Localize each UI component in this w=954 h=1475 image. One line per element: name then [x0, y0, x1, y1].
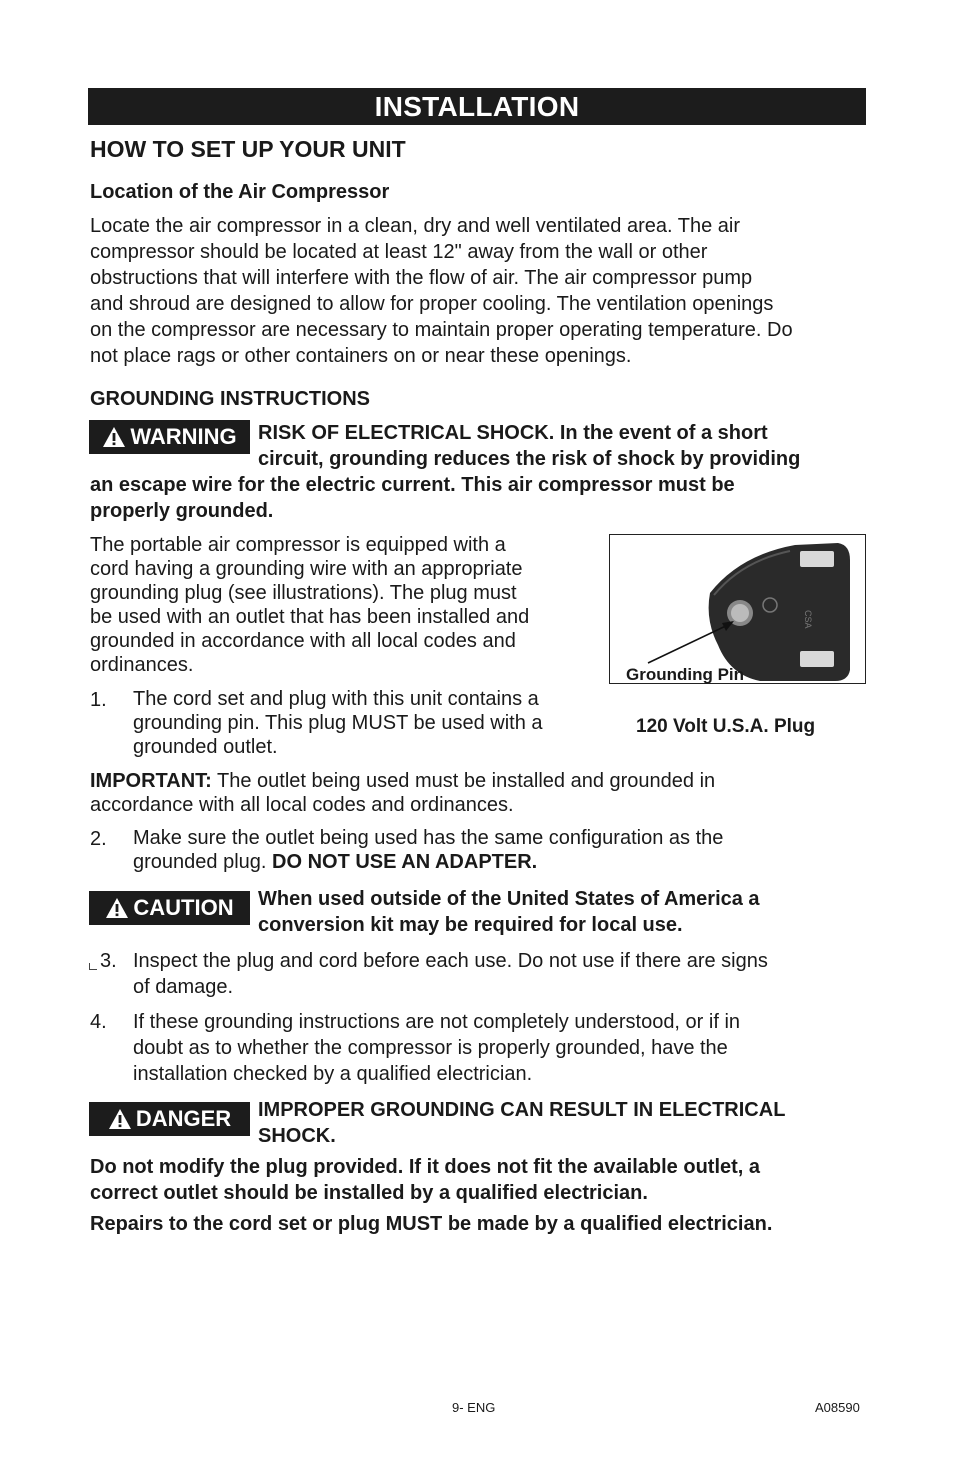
grounding-pin-label: Grounding Pin [626, 665, 745, 684]
caution-triangle-icon [105, 897, 129, 919]
plug-icon [610, 535, 865, 683]
list-item: 4. If these grounding instructions are not completely understood, or if in doubt as to whether the compressor is properly grounded, have the installation checked by a qualified electrician. [90, 1011, 741, 1085]
warning-triangle-icon [102, 426, 126, 448]
document-code: A08590 [815, 1400, 860, 1415]
grounding-heading: GROUNDING INSTRUCTIONS [90, 388, 370, 410]
danger-triangle-icon [108, 1108, 132, 1130]
important-note: IMPORTANT: The outlet being used must be installed and grounded in accordance with all local codes and ordinances. [90, 770, 716, 816]
caution-badge: CAUTION [89, 891, 250, 925]
danger-text: IMPROPER GROUNDING CAN RESULT IN ELECTRICAL SHOCK. [258, 1099, 786, 1147]
location-paragraph: Locate the air compressor in a clean, dry and well ventilated area. The air compressor should be located at least 12" away from the wall or other obstructions that will interfere with the flow of air. The air compressor pump and shroud are designed to allow for proper cooling. The ventilation openings on the compressor are necessary to maintain proper operating temperature. Do not place rags or other containers on or near these openings. [90, 215, 793, 367]
repair-note: Repairs to the cord set or plug MUST be made by a qualified electrician. [90, 1213, 773, 1235]
plug-modification-note: Do not modify the plug provided. If it does not fit the available outlet, a correct outlet should be installed by a qualified electrician. [90, 1156, 761, 1204]
list-item: 1. The cord set and plug with this unit contains a grounding pin. This plug MUST be used with a grounded outlet. [90, 688, 543, 758]
svg-text:CSA: CSA [803, 610, 813, 629]
danger-badge: DANGER [89, 1102, 250, 1136]
warning-badge: WARNING [89, 420, 250, 454]
grounding-intro: The portable air compressor is equipped with a cord having a grounding wire with an appropriate grounding plug (see illustrations). The plug must be used with an outlet that has been installed and grounded in accordance with all local codes and ordinances. [90, 534, 530, 676]
figure-caption: 120 Volt U.S.A. Plug [636, 716, 816, 737]
warning-text-a: RISK OF ELECTRICAL SHOCK. In the event of a short circuit, grounding reduces the risk of shock by providing [258, 422, 801, 470]
location-heading: Location of the Air Compressor [90, 181, 390, 203]
page-number: 9- ENG [452, 1400, 496, 1415]
page-heading: HOW TO SET UP YOUR UNIT [90, 136, 406, 162]
list-item: 2. Make sure the outlet being used has the same configuration as the grounded plug. DO NOT USE AN ADAPTER. [90, 827, 724, 873]
section-banner: INSTALLATION [88, 88, 866, 125]
list-item: 3. Inspect the plug and cord before each use. Do not use if there are signs of damage. [100, 950, 768, 998]
warning-text-b: an escape wire for the electric current. This air compressor must be properly grounded. [90, 474, 735, 522]
plug-illustration [609, 534, 866, 684]
caution-text: When used outside of the United States of America a conversion kit may be required for local use. [258, 888, 760, 936]
